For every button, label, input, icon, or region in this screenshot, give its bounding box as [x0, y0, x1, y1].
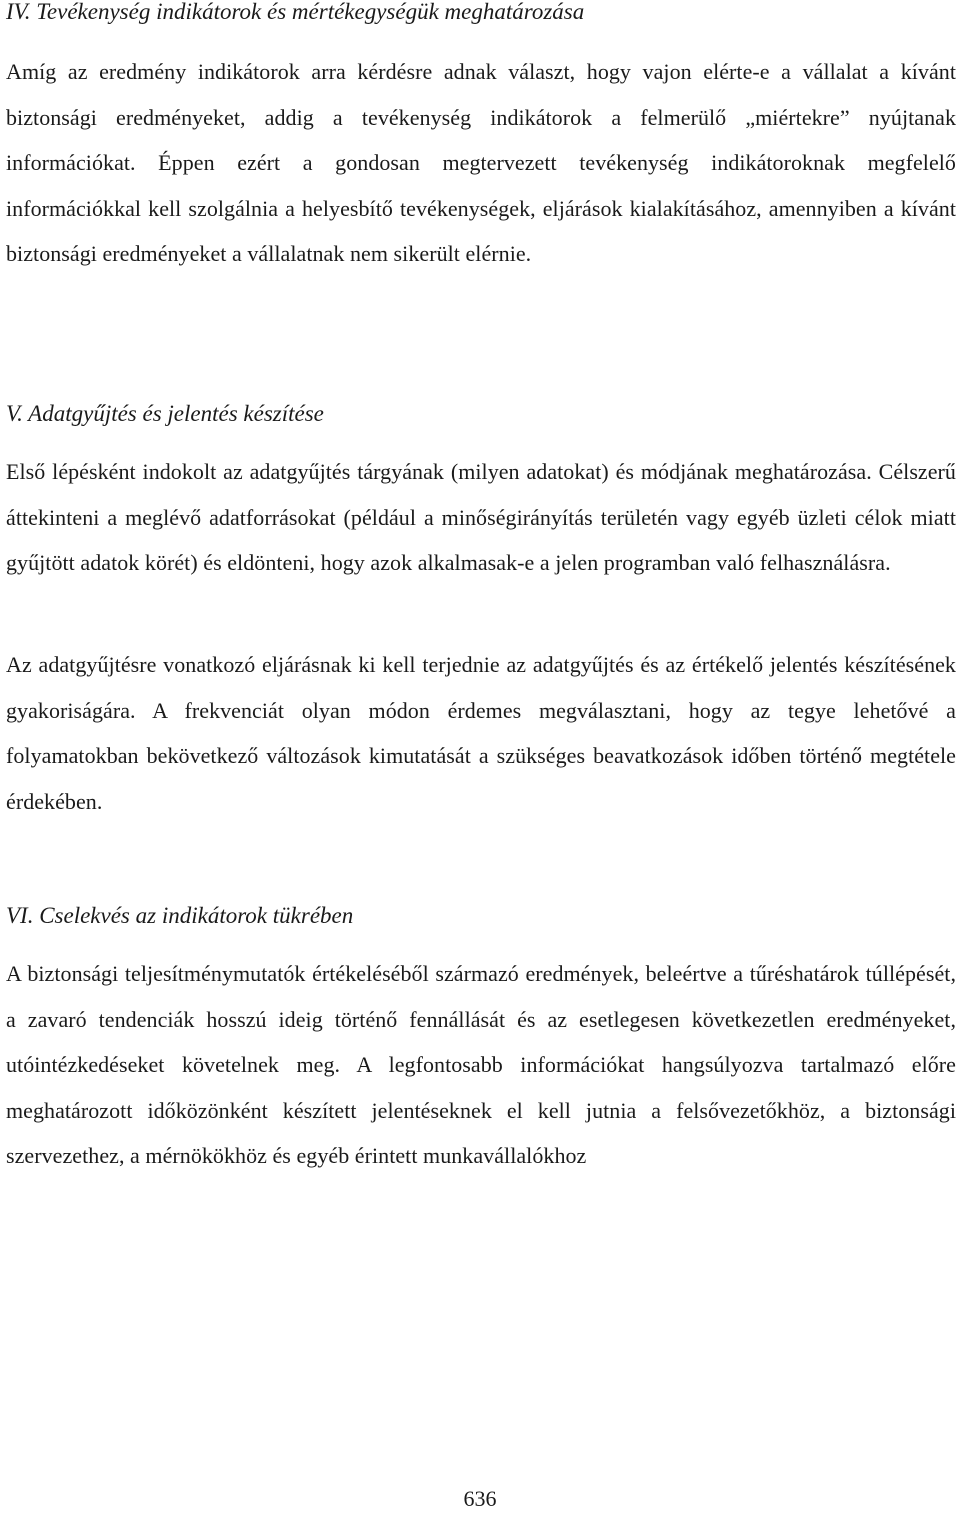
page-number: 636: [463, 1486, 497, 1511]
paragraph-data-collection-1: Első lépésként indokolt az adatgyűjtés tárgyának (milyen adatokat) és módjának meghatározása. Célszerű áttekinteni a meglévő adatforrásokat (például a minőségirányítás területén vagy egyéb üzleti célok miatt gyűjtött adatok körét) és eldönteni, hogy azok alkalmasak-e a jelen programban való felhasználásra.: [6, 459, 956, 576]
paragraph-action-on-indicators: A biztonsági teljesítménymutatók értékeléséből származó eredmények, beleértve a tűréshatárok túllépését, a zavaró tendenciák hosszú ideig történő fennállását és az esetlegesen következetlen eredményeket, utóintézkedéseket követelnek meg. A legfontosabb információkat hangsúlyozva tartalmazó előre meghatározott időközönként készített jelentéseknek el kell jutnia a felsővezetőkhöz, a biztonsági szervezethez, a mérnökökhöz és egyéb érintett munkavállalókhoz: [6, 961, 956, 1169]
paragraph-data-collection-2: Az adatgyűjtésre vonatkozó eljárásnak ki kell terjednie az adatgyűjtés és az értékelő jelentés készítésének gyakoriságára. A frekvenciát olyan módon érdemes megválasztani, hogy az tegye lehetővé a folyamatokban bekövetkező változások kimutatását a szükséges beavatkozások időben történő megtétele érdekében.: [6, 652, 956, 814]
section-heading-vi: VI. Cselekvés az indikátorok tükrében: [6, 903, 354, 928]
paragraph-activity-indicators: Amíg az eredmény indikátorok arra kérdésre adnak választ, hogy vajon elérte-e a vállalat a kívánt biztonsági eredményeket, addig a tevékenység indikátorok a felmerülő „miértekre” nyújtanak információkat. Éppen ezért a gondosan megtervezett tevékenység indikátoroknak megfelelő információkkal kell szolgálnia a helyesbítő tevékenységek, eljárások kialakításához, amennyiben a kívánt biztonsági eredményeket a vállalatnak nem sikerült elérnie.: [6, 59, 956, 267]
section-heading-v: V. Adatgyűjtés és jelentés készítése: [6, 401, 324, 426]
section-heading-iv: IV. Tevékenység indikátorok és mértékegységük meghatározása: [6, 0, 585, 24]
